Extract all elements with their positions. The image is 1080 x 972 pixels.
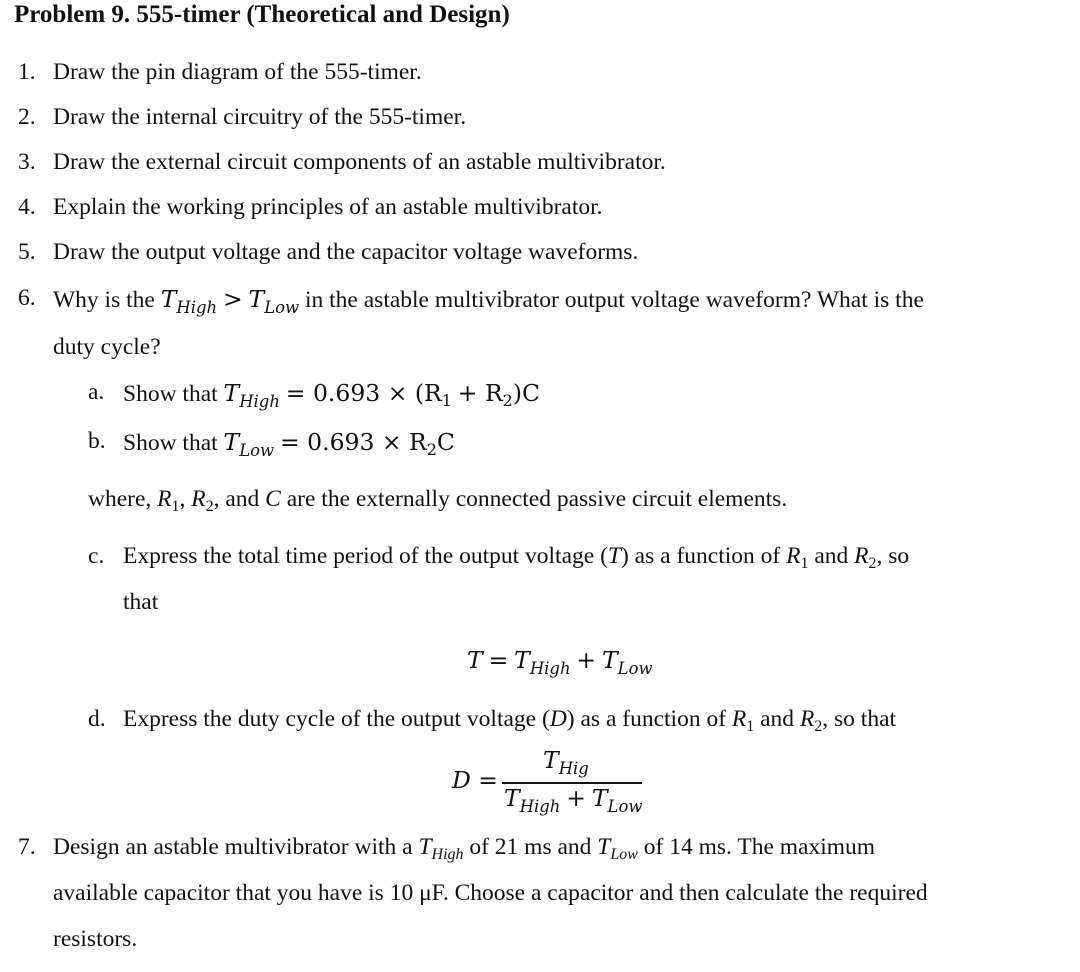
subitem-a-label: a. — [88, 379, 105, 405]
item-6-line-1: Why is the $T_{High} > T_{Low}$ in the astable multivibrator output voltage waveform? What is the — [53, 285, 924, 318]
subitem-d-label: d. — [88, 706, 106, 732]
item-6-number: 6. — [18, 285, 36, 311]
item-4-number: 4. — [18, 194, 36, 220]
duty-cycle-lhs: D = — [452, 766, 499, 794]
period-equation: $T = T_{High} + T_{Low}$ — [467, 646, 653, 679]
subitem-c-line-2: that — [123, 589, 159, 615]
item-1-text: Draw the pin diagram of the 555-timer. — [53, 59, 422, 85]
subitem-d-text: Express the duty cycle of the output voltage (D) as a function of $R_1$ and $R_2$, so that — [123, 706, 897, 735]
item-2-text: Draw the internal circuitry of the 555-timer. — [53, 104, 467, 130]
item-2-number: 2. — [18, 104, 36, 130]
item-5-number: 5. — [18, 239, 36, 265]
subitem-c-line-1: Express the total time period of the output voltage (T) as a function of $R_1$ and $R_2$, so — [123, 543, 910, 572]
item-3-number: 3. — [18, 149, 36, 175]
item-5-text: Draw the output voltage and the capacitor voltage waveforms. — [53, 239, 639, 265]
subitem-c-label: c. — [88, 543, 105, 569]
item-7-number: 7. — [18, 834, 36, 860]
item-3-text: Draw the external circuit components of an astable multivibrator. — [53, 149, 666, 175]
duty-cycle-denominator: $T_{High} + T_{Low}$ — [504, 784, 643, 817]
problem-title: Problem 9. 555-timer (Theoretical and Design) — [14, 1, 510, 28]
item-7-line-1: Design an astable multivibrator with a $T_{High}$ of 21 ms and $T_{Low}$ of 14 ms. The maximum — [53, 834, 876, 863]
item-4-text: Explain the working principles of an astable multivibrator. — [53, 194, 603, 220]
item-1-number: 1. — [18, 59, 36, 85]
subitem-a-text: Show that $T_{High} = 0.693 \times (R_1 + R_2)C$ — [123, 379, 540, 412]
item-6-line-2: duty cycle? — [53, 334, 161, 360]
subitem-b-text: Show that $T_{Low} = 0.693 \times R_2C$ — [123, 428, 455, 461]
where-statement: where, $R_1$, $R_2$, and C are the externally connected passive circuit elements. — [88, 486, 788, 515]
duty-cycle-numerator: $T_{Hig}$ — [543, 746, 589, 779]
subitem-b-label: b. — [88, 428, 106, 454]
item-7-line-3: resistors. — [53, 926, 138, 952]
item-7-line-2: available capacitor that you have is 10 μF. Choose a capacitor and then calculate the required — [53, 880, 928, 906]
